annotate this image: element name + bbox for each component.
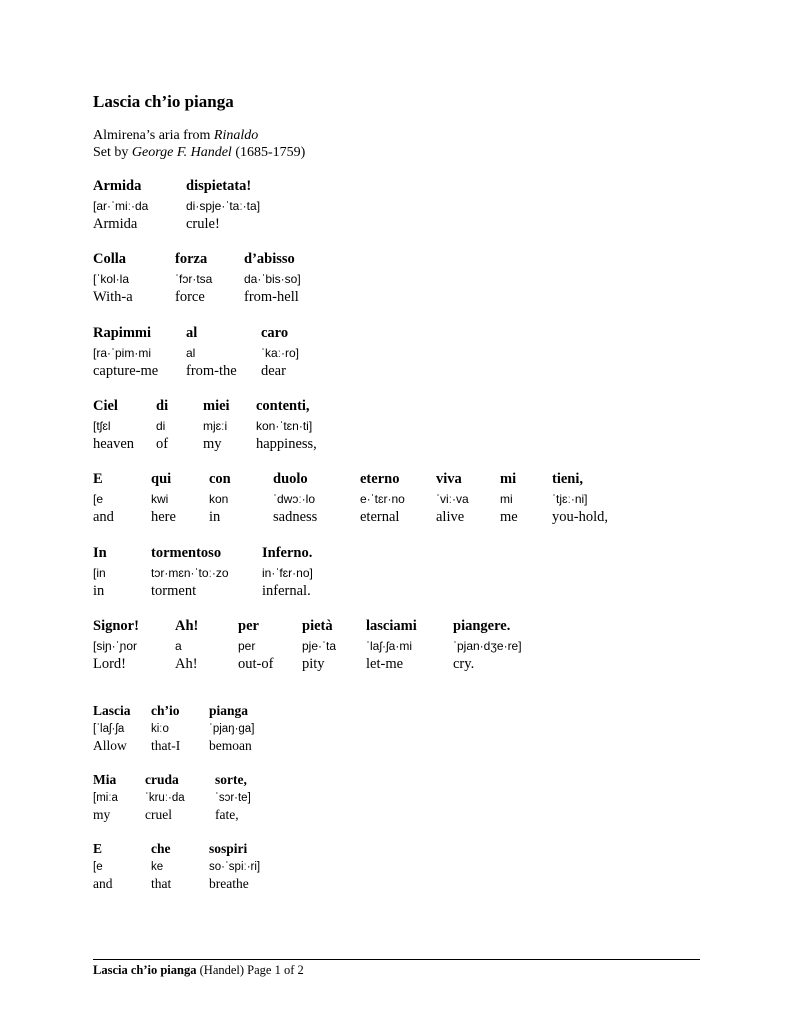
word-translation: that	[151, 876, 172, 891]
lyric-word: tormentoso	[151, 545, 222, 561]
lyric-word: cruda	[145, 772, 179, 787]
composer-dates: (1685-1759)	[231, 145, 306, 160]
word-translation: infernal.	[262, 583, 311, 599]
lyric-word: viva	[436, 471, 462, 487]
word-translation: pity	[302, 656, 325, 672]
footer-title: Lascia ch’io pianga	[93, 963, 197, 977]
ipa-transcription: ˈpjan·dʒe·re]	[453, 639, 522, 653]
ipa-transcription: di·spje·ˈtaː·ta]	[186, 199, 261, 213]
ipa-transcription: [ˈkol·la	[93, 272, 130, 286]
ipa-transcription: [ar·ˈmiː·da	[93, 199, 149, 213]
word-translation: heaven	[93, 436, 135, 452]
ipa-transcription: so·ˈspiː·ri]	[209, 860, 261, 873]
ipa-transcription: ˈkruː·da	[145, 791, 185, 804]
ipa-transcription: kiːo	[151, 722, 169, 735]
ipa-transcription: ˈkaː·ro]	[261, 346, 300, 360]
lyric-word: Lascia	[93, 703, 131, 718]
word-translation: eternal	[360, 509, 400, 525]
ipa-transcription: di	[156, 419, 166, 433]
ipa-transcription: ke	[151, 860, 164, 873]
ipa-transcription: ˈtjɛː·ni]	[552, 492, 588, 506]
opera-name: Rinaldo	[213, 128, 259, 143]
lyric-word: pietà	[302, 618, 333, 634]
word-translation: alive	[436, 509, 465, 525]
word-translation: let-me	[366, 656, 404, 672]
lyric-word: caro	[261, 325, 289, 341]
lyric-word: Ah!	[175, 618, 199, 634]
lyric-word: piangere.	[453, 618, 511, 634]
word-translation: fate,	[215, 807, 239, 822]
ipa-transcription: mi	[500, 492, 513, 506]
word-translation: With-a	[93, 289, 133, 305]
word-translation: sadness	[273, 509, 318, 525]
lyric-word: contenti,	[256, 398, 310, 414]
lyric-word: con	[209, 471, 231, 487]
word-translation: and	[93, 509, 114, 525]
word-translation: of	[156, 436, 169, 452]
lyric-word: pianga	[209, 703, 249, 718]
ipa-transcription: [siɲ·ˈɲor	[93, 639, 138, 653]
ipa-transcription: kon	[209, 492, 229, 506]
lyric-word: Inferno.	[262, 545, 313, 561]
ipa-transcription: tɔr·mɛn·ˈtoː·zo	[151, 566, 229, 580]
word-translation: you-hold,	[552, 509, 608, 525]
ipa-transcription: ˈdwɔː·lo	[273, 492, 316, 506]
ipa-transcription: ˈviː·va	[436, 492, 469, 506]
word-translation: me	[500, 509, 518, 525]
lyric-word: dispietata!	[186, 178, 252, 194]
word-translation: Ah!	[175, 656, 198, 672]
word-translation: Armida	[93, 216, 138, 232]
lyric-word: sospiri	[209, 841, 248, 856]
composer-line	[93, 145, 305, 161]
word-translation: out-of	[238, 656, 274, 672]
lyric-word: tieni,	[552, 471, 584, 487]
ipa-transcription: e·ˈtɛr·no	[360, 492, 405, 506]
lyric-word: Armida	[93, 178, 142, 194]
word-translation: that-I	[151, 738, 181, 753]
lyric-word: forza	[175, 251, 208, 267]
composer-name: George F. Handel	[131, 145, 232, 160]
lyric-word: Signor!	[93, 618, 139, 634]
page-title: Lascia ch’io pianga	[93, 92, 234, 111]
word-translation: my	[203, 436, 222, 452]
lyric-word: d’abisso	[244, 251, 295, 267]
lyric-word: Ciel	[93, 398, 118, 414]
ipa-transcription: pje·ˈta	[302, 639, 337, 653]
lyric-word: che	[151, 841, 171, 856]
lyric-word: Rapimmi	[93, 325, 151, 341]
footer-page-info: (Handel) Page 1 of 2	[196, 963, 304, 977]
lyric-word: per	[238, 618, 259, 634]
word-translation: cry.	[453, 656, 475, 672]
lyric-word: qui	[151, 471, 172, 487]
word-translation: from-hell	[244, 289, 299, 305]
aria-source-line	[93, 128, 258, 144]
word-translation: from-the	[186, 363, 237, 379]
word-translation: happiness,	[256, 436, 317, 452]
lyric-word: sorte,	[215, 772, 247, 787]
ipa-transcription: kon·ˈtɛn·ti]	[256, 419, 313, 433]
word-translation: and	[93, 876, 113, 891]
ipa-transcription: [ˈlaʃ·ʃa	[93, 722, 125, 735]
word-translation: force	[175, 289, 205, 305]
lyric-word: di	[156, 398, 169, 414]
ipa-transcription: al	[186, 346, 196, 360]
ipa-transcription: da·ˈbis·so]	[244, 272, 301, 286]
word-translation: my	[93, 807, 111, 822]
word-translation: capture-me	[93, 363, 159, 379]
page-footer	[93, 963, 304, 978]
ipa-transcription: kwi	[151, 492, 169, 506]
lyric-word: Mia	[93, 772, 117, 787]
ipa-transcription: a	[175, 639, 182, 653]
lyric-word: eterno	[360, 471, 400, 487]
lyric-word: In	[93, 545, 107, 561]
ipa-transcription: ˈsɔr·te]	[215, 791, 251, 804]
word-translation: in	[93, 583, 105, 599]
ipa-transcription: [e	[93, 492, 104, 506]
word-translation: dear	[261, 363, 286, 379]
set-by-prefix: Set by	[93, 145, 132, 160]
lyric-word: lasciami	[366, 618, 417, 634]
word-translation: breathe	[209, 876, 249, 891]
ipa-transcription: ˈfɔr·tsa	[175, 272, 213, 286]
word-translation: torment	[151, 583, 197, 599]
footer-rule	[93, 959, 700, 960]
word-translation: crule!	[186, 216, 220, 232]
aria-prefix: Almirena’s aria from	[93, 128, 214, 143]
ipa-transcription: per	[238, 639, 256, 653]
word-translation: Allow	[93, 738, 127, 753]
ipa-transcription: [tʃɛl	[93, 419, 111, 433]
ipa-transcription: in·ˈfɛr·no]	[262, 566, 313, 580]
word-translation: Lord!	[93, 656, 127, 672]
lyric-word: ch’io	[151, 703, 180, 718]
lyric-word: miei	[203, 398, 230, 414]
ipa-transcription: [in	[93, 566, 106, 580]
lyric-word: E	[93, 471, 103, 487]
lyric-word: al	[186, 325, 198, 341]
word-translation: here	[151, 509, 176, 525]
word-translation: bemoan	[209, 738, 252, 753]
word-translation: in	[209, 509, 221, 525]
lyric-word: E	[93, 841, 103, 856]
ipa-transcription: ˈpjaŋ·ga]	[209, 722, 255, 735]
word-translation: cruel	[145, 807, 172, 822]
lyric-word: duolo	[273, 471, 308, 487]
ipa-transcription: mjɛːi	[203, 419, 228, 433]
ipa-transcription: [miːa	[93, 791, 118, 804]
ipa-transcription: [e	[93, 860, 103, 873]
lyric-word: mi	[500, 471, 517, 487]
lyric-word: Colla	[93, 251, 127, 267]
ipa-transcription: ˈlaʃ·ʃa·mi	[366, 639, 412, 653]
ipa-transcription: [ra·ˈpim·mi	[93, 346, 151, 360]
